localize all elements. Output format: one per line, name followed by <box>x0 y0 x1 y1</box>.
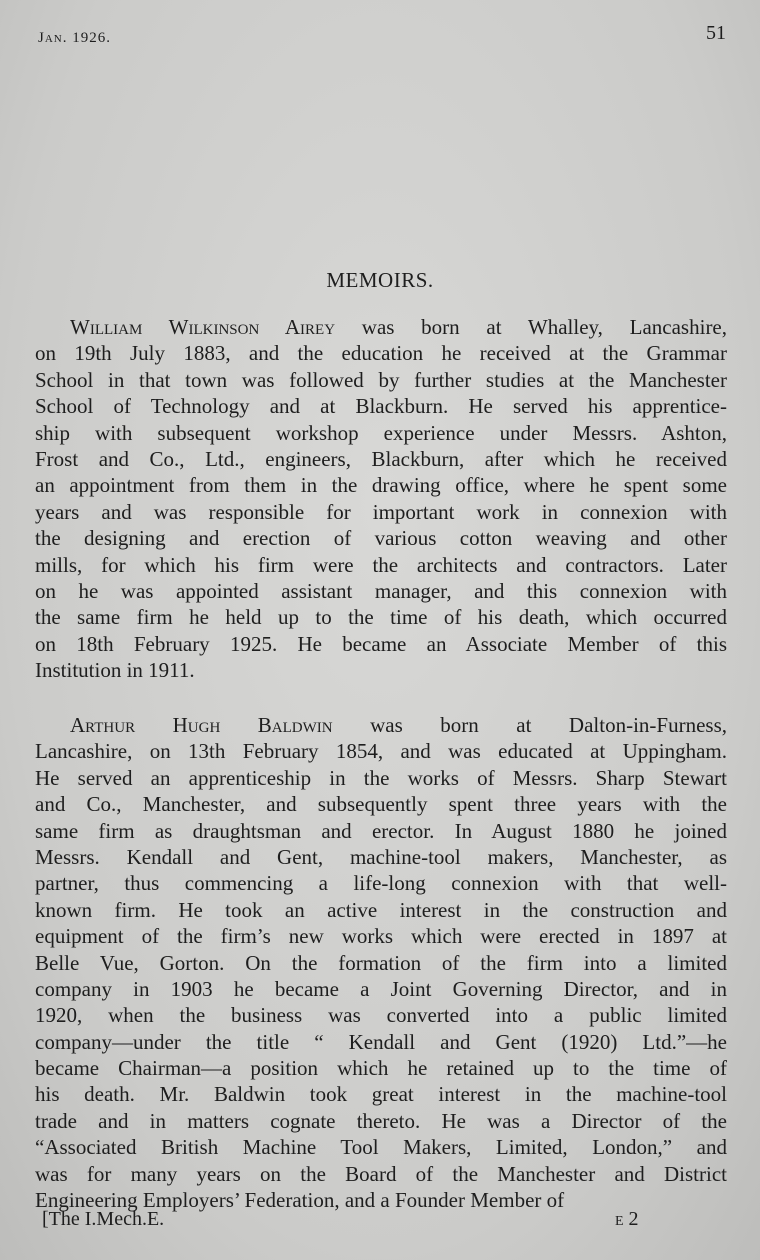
text-line <box>35 393 727 419</box>
text-line <box>35 712 727 738</box>
memoir-airey <box>35 314 727 683</box>
section-title: MEMOIRS. <box>326 268 434 292</box>
text-line <box>35 923 727 949</box>
line-text: company in 1903 he became a Joint Governing Director, and in <box>35 976 727 1001</box>
memoir-baldwin <box>35 712 727 1213</box>
line-text: became Chairman—a position which he retained up to the time of <box>35 1056 727 1081</box>
line-text: Institution in 1911. <box>35 658 195 683</box>
line-text: trade and in matters cognate thereto. He was a Director of the <box>35 1108 727 1133</box>
line-text: School in that town was followed by further studies at the Manchester <box>35 367 727 392</box>
line-text: “Associated British Machine Tool Makers, Limited, London,” and <box>35 1135 727 1160</box>
page-number: 51 <box>706 22 726 44</box>
line-text: partner, thus commencing a life-long connexion with that well- <box>35 871 727 896</box>
line-text: years and was responsible for important work in connexion with <box>35 499 727 524</box>
text-line <box>35 1002 727 1028</box>
line-text: the same firm he held up to the time of his death, which occurred <box>35 605 727 630</box>
line-text: on 18th February 1925. He became an Associate Member of this <box>35 631 727 656</box>
text-line <box>35 631 727 657</box>
text-line <box>35 950 727 976</box>
line-text: was born at Dalton-in-Furness, <box>332 713 728 737</box>
line-text: 1920, when the business was converted into a public limited <box>35 1003 727 1028</box>
text-line <box>35 446 727 472</box>
line-text: He served an apprenticeship in the works of Messrs. Sharp Stewart <box>35 765 727 790</box>
line-text: the designing and erection of various cotton weaving and other <box>35 526 727 551</box>
text-line <box>35 367 727 393</box>
line-text: was born at Whalley, Lancashire, <box>335 315 728 339</box>
text-line <box>35 314 727 340</box>
text-line <box>35 657 727 683</box>
text-line <box>35 976 727 1002</box>
signature-mark: e 2 <box>615 1208 639 1230</box>
line-text: on 19th July 1883, and the education he received at the Grammar <box>35 341 727 366</box>
text-line <box>35 1081 727 1107</box>
line-text: School of Technology and at Blackburn. He served his apprentice- <box>35 394 727 419</box>
text-line <box>35 897 727 923</box>
line-text: Frost and Co., Ltd., engineers, Blackburn, after which he received <box>35 446 727 471</box>
text-line <box>35 552 727 578</box>
text-line <box>35 1161 727 1187</box>
line-text: Engineering Employers’ Federation, and a Founder Member of <box>35 1188 565 1213</box>
text-line <box>35 1134 727 1160</box>
line-text: Lancashire, on 13th February 1854, and was educated at Uppingham. <box>35 739 727 764</box>
line-text: Belle Vue, Gorton. On the formation of the firm into a limited <box>35 950 727 975</box>
memoir-name: Arthur Hugh Baldwin <box>70 713 333 737</box>
line-text: ship with subsequent workshop experience under Messrs. Ashton, <box>35 420 727 445</box>
line-text: an appointment from them in the drawing office, where he spent some <box>35 473 727 498</box>
text-line <box>35 525 727 551</box>
text-line <box>35 472 727 498</box>
line-text: and Co., Manchester, and subsequently spent three years with the <box>35 792 727 817</box>
line-text: his death. Mr. Baldwin took great interest in the machine-tool <box>35 1082 727 1107</box>
line-text: was for many years on the Board of the Manchester and District <box>35 1161 727 1186</box>
line-text: company—under the title “ Kendall and Gent (1920) Ltd.”—he <box>35 1029 727 1054</box>
line-text: mills, for which his firm were the architects and contractors. Later <box>35 552 727 577</box>
text-line <box>35 738 727 764</box>
text-line <box>35 765 727 791</box>
line-text: on he was appointed assistant manager, and this connexion with <box>35 578 727 603</box>
line-text: known firm. He took an active interest in the construction and <box>35 897 727 922</box>
memoir-name: William Wilkinson Airey <box>70 315 336 339</box>
text-line <box>35 1108 727 1134</box>
text-line <box>35 604 727 630</box>
text-line <box>35 340 727 366</box>
text-line <box>35 420 727 446</box>
text-line <box>35 818 727 844</box>
text-line <box>35 844 727 870</box>
text-line <box>35 791 727 817</box>
text-line <box>35 1055 727 1081</box>
line-text: same firm as draughtsman and erector. In August 1880 he joined <box>35 818 727 843</box>
line-text: Messrs. Kendall and Gent, machine-tool makers, Manchester, as <box>35 844 727 869</box>
text-line <box>35 578 727 604</box>
text-line <box>35 499 727 525</box>
running-head: Jan. 1926. <box>38 30 111 46</box>
line-text: equipment of the firm’s new works which were erected in 1897 at <box>35 924 727 949</box>
text-line <box>35 870 727 896</box>
text-line <box>35 1029 727 1055</box>
footer-signature: [The I.Mech.E. <box>42 1208 165 1230</box>
